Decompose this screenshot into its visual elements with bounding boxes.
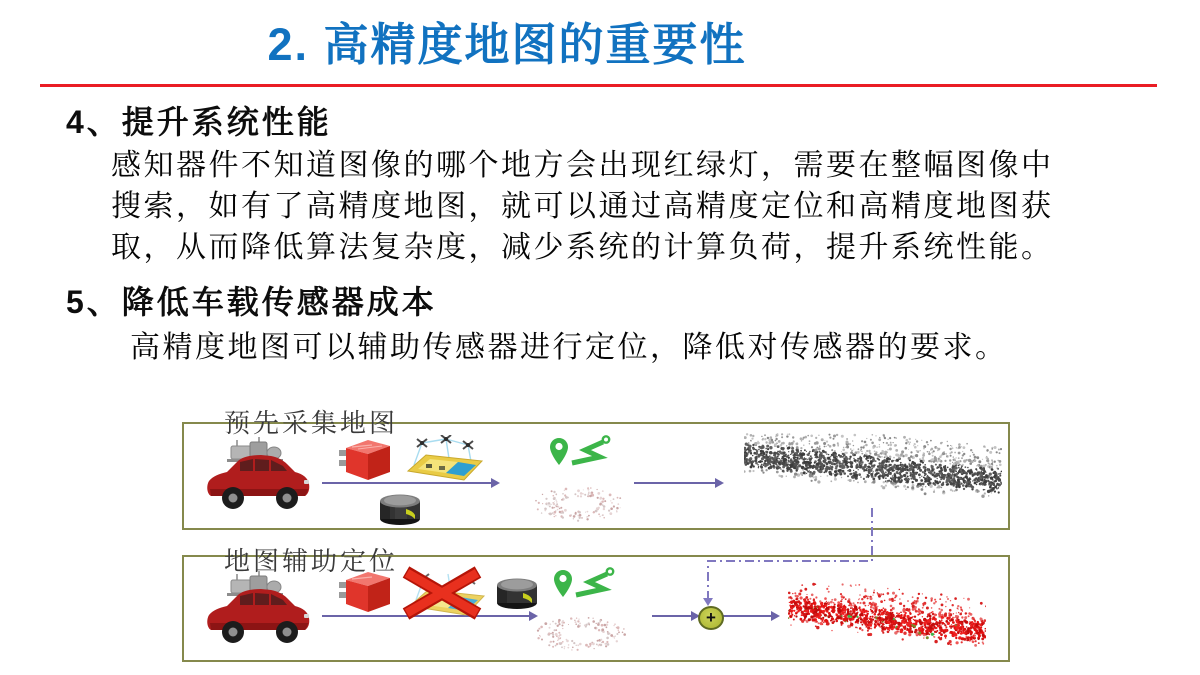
section-5-heading: 5、降低车载传感器成本 [66, 284, 437, 320]
section-5-body [130, 327, 1008, 368]
body-line: 感知器件不知道图像的哪个地方会出现红绿灯，需要在整幅图像中 [111, 148, 1054, 183]
route-icon [548, 435, 612, 473]
sparse-pointcloud [534, 614, 628, 654]
red-cross-icon [400, 564, 484, 622]
lidar-icon [375, 492, 425, 526]
flow-arrow [652, 615, 692, 617]
red-pointcloud [788, 582, 986, 655]
body-line: 搜索，如有了高精度地图，就可以通过高精度定位和高精度地图获 [111, 189, 1054, 224]
sparse-pointcloud [532, 484, 626, 524]
imu-box-icon [338, 436, 394, 482]
flow-arrow [722, 615, 772, 617]
survey-car-icon [203, 436, 313, 518]
diagram-box-label: 预先采集地图 [224, 408, 399, 438]
section-4-body [111, 145, 1054, 268]
page-title: 2. 高精度地图的重要性 [267, 19, 747, 70]
diagram-box-label: 地图辅助定位 [224, 546, 399, 576]
drone-map-icon [406, 435, 484, 481]
body-line: 高精度地图可以辅助传感器进行定位，降低对传感器的要求。 [130, 330, 1008, 365]
flow-arrow [634, 482, 716, 484]
survey-car-icon [203, 570, 313, 652]
plus-node: + [698, 606, 724, 630]
lidar-icon [492, 576, 542, 610]
road-pointcloud [744, 432, 1002, 507]
flow-arrow [322, 482, 492, 484]
title-divider [40, 84, 1157, 87]
section-4-heading: 4、提升系统性能 [66, 104, 332, 140]
route-icon [552, 567, 616, 605]
body-line: 取，从而降低算法复杂度，减少系统的计算负荷，提升系统性能。 [111, 230, 1054, 265]
